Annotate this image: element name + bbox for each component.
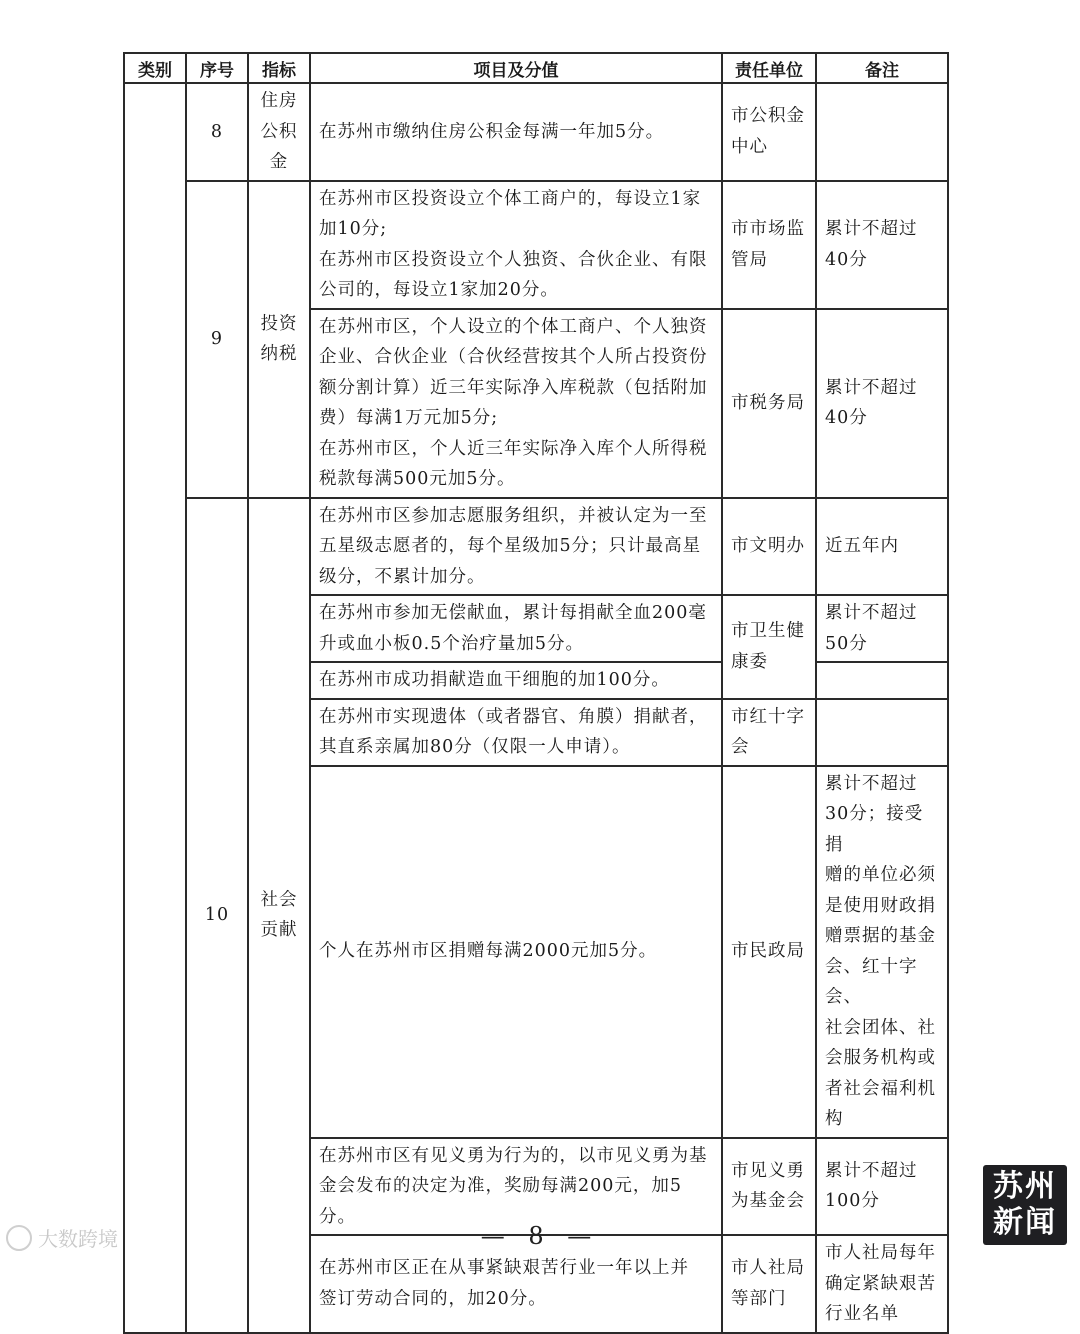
suzhou-news-logo xyxy=(983,1165,1067,1245)
note-cell xyxy=(816,662,948,699)
item-cell: 在苏州市成功捐献造血干细胞的加100分。 xyxy=(310,662,722,699)
unit-cell: 市人社局 等部门 xyxy=(722,1235,816,1333)
note-cell: 市人社局每年 确定紧缺艰苦 行业名单 xyxy=(816,1235,948,1333)
item-cell: 在苏州市区，个人设立的个体工商户、个人独资 企业、合伙企业（合伙经营按其个人所占投资份 额分割计算）近三年实际净入库税款（包括附加 费）每满1万元加5分; 在苏州市区，个人近三年实际净入库个人所得税 税款每满500元加5分。 xyxy=(310,309,722,498)
item-cell: 在苏州市缴纳住房公积金每满一年加5分。 xyxy=(310,83,722,181)
header-responsible-unit: 责任单位 xyxy=(722,53,816,83)
indicator-cell: 住房 公积 金 xyxy=(248,83,310,181)
unit-cell: 市红十字 会 xyxy=(722,699,816,766)
page-number: — 8 — xyxy=(480,1222,600,1250)
note-cell: 累计不超过 40分 xyxy=(816,181,948,309)
item-cell: 在苏州市实现遗体（或者器官、角膜）捐献者， 其直系亲属加80分（仅限一人申请）。 xyxy=(310,699,722,766)
indicator-cell: 社会 贡献 xyxy=(248,498,310,1333)
item-cell: 在苏州市区参加志愿服务组织，并被认定为一至 五星级志愿者的，每个星级加5分；只计最高星 级分，不累计加分。 xyxy=(310,498,722,596)
note-cell: 累计不超过 40分 xyxy=(816,309,948,498)
note-cell xyxy=(816,699,948,766)
logo-line-2: 新闻 xyxy=(993,1205,1057,1240)
unit-cell: 市市场监 管局 xyxy=(722,181,816,309)
index-cell: 8 xyxy=(186,83,248,181)
table-row xyxy=(124,181,948,309)
points-table xyxy=(123,52,949,1334)
item-cell: 在苏州市区有见义勇为行为的，以市见义勇为基 金会发布的决定为准，奖励每满200元，加5分。 xyxy=(310,1138,722,1236)
unit-cell: 市公积金 中心 xyxy=(722,83,816,181)
index-cell: 9 xyxy=(186,181,248,498)
indicator-cell: 投资 纳税 xyxy=(248,181,310,498)
index-cell: 10 xyxy=(186,498,248,1333)
table-row xyxy=(124,498,948,596)
header-category: 类别 xyxy=(124,53,186,83)
item-cell: 在苏州市区投资设立个体工商户的，每设立1家 加10分; 在苏州市区投资设立个人独资、合伙企业、有限 公司的，每设立1家加20分。 xyxy=(310,181,722,309)
unit-cell: 市文明办 xyxy=(722,498,816,596)
unit-cell: 市民政局 xyxy=(722,766,816,1138)
note-cell: 累计不超过 100分 xyxy=(816,1138,948,1236)
note-cell: 累计不超过 30分；接受捐 赠的单位必须 是使用财政捐 赠票据的基金 会、红十字会、 社会团体、社 会服务机构或 者社会福利机 构 xyxy=(816,766,948,1138)
unit-cell: 市见义勇 为基金会 xyxy=(722,1138,816,1236)
logo-line-1: 苏州 xyxy=(993,1169,1057,1204)
item-cell: 个人在苏州市区捐赠每满2000元加5分。 xyxy=(310,766,722,1138)
unit-cell: 市卫生健 康委 xyxy=(722,595,816,699)
watermark-text: 大数跨境 xyxy=(38,1227,118,1251)
note-cell xyxy=(816,83,948,181)
header-index: 序号 xyxy=(186,53,248,83)
table-row xyxy=(124,83,948,181)
item-cell: 在苏州市区正在从事紧缺艰苦行业一年以上并 签订劳动合同的，加20分。 xyxy=(310,1235,722,1333)
table-header-row xyxy=(124,53,948,83)
item-cell: 在苏州市参加无偿献血，累计每捐献全血200毫 升或血小板0.5个治疗量加5分。 xyxy=(310,595,722,662)
note-cell: 累计不超过 50分 xyxy=(816,595,948,662)
note-cell: 近五年内 xyxy=(816,498,948,596)
header-note: 备注 xyxy=(816,53,948,83)
unit-cell: 市税务局 xyxy=(722,309,816,498)
header-indicator: 指标 xyxy=(248,53,310,83)
category-cell xyxy=(124,83,186,1333)
header-item-score: 项目及分值 xyxy=(310,53,722,83)
